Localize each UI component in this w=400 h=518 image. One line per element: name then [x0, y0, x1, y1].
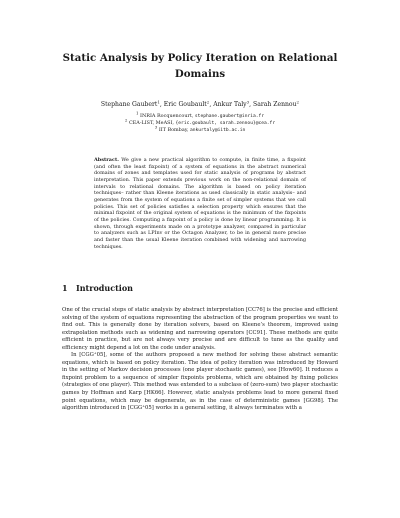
- section-heading: [62, 283, 342, 293]
- abstract: [94, 157, 306, 250]
- author-list: [40, 101, 360, 109]
- section-title: Introduction: [76, 283, 133, 293]
- author: Sarah Zennou$^2$: [253, 99, 300, 108]
- affiliation-email: ankurtaly@iitb.ac.in: [189, 128, 246, 133]
- abstract-label: Abstract.: [94, 157, 119, 163]
- author: Eric Goubault$^2$,: [163, 99, 214, 108]
- section-number: 1: [62, 283, 68, 293]
- author: Ankur Taly$^3$,: [213, 99, 254, 108]
- abstract-text: We give a new practical algorithm to compute, in finite time, a fixpoint (and often the least fixpoint) of a system of equations in the abstract numerical domains of zones and templates used for static analysis of programs by abstract interpretation. This paper extends previous work on the non-relational domain of intervals to relational domains. The algorithm is based on policy iteration techniques– rather than Kleene iterations as used classically in static analysis– and generates from the system of equations a finite set of simpler systems that we call policies. This set of policies satisfies a selection property which ensures that the minimal fixpoint of the original system of equations is the minimum of the fixpoints of the policies. Computing a fixpoint of a policy is done by linear programming. It is shown, through experiments made on a prototype analyzer, compared in particular to analyzers such as LPInv or the Octagon Analyzer, to be in general more precise and faster than the usual Kleene iteration combined with widening and narrowing techniques.: [94, 157, 306, 250]
- body-text: [62, 307, 338, 413]
- paper-title: Static Analysis by Policy Iteration on Relational Domains: [62, 52, 338, 80]
- paragraph: In [CGG⁺05], some of the authors proposed a new method for solving these abstract semantic equations, which is based on policy iteration. The idea of policy iteration was introduced by Howard in the setting of Markov decision processes (one player stochastic games), see [How60]. It reduces a fixpoint problem to a sequence of simpler fixpoints problems, which are obtained by fixing policies (strategies of one player). This method was extended to a subclass of (zero-sum) two player stochastic games by Hoffman and Karp [HK66]. However, static analysis problems lead to more general fixed point equations, which may be degenerate, as in the case of deterministic games [GG98]. The algorithm introduced in [CGG⁺05] works in a general setting, it always terminates with a: [62, 352, 338, 412]
- paragraph: One of the crucial steps of static analysis by abstract interpretation [CC76] is the precise and efficient solving of the system of equations representing the abstraction of the program properties we want to find out. This is generally done by iteration solvers, based on Kleene’s theorem, improved using extrapolation methods such as widening and narrowing operators [CC91]. These methods are quite efficient in practice, but are not always very precise and are difficult to tune as the quality and efficiency might depend a lot on the code under analysis.: [62, 307, 338, 351]
- affiliation: $^1$ INRIA Rocquencourt, stephane.gaubert@inria.fr: [135, 110, 265, 119]
- affiliation-email: stephane.gaubert@inria.fr: [194, 114, 265, 119]
- author: Stephane Gaubert$^1$,: [100, 99, 164, 108]
- affiliation: $^2$ CEA-LIST, MeASI, {eric.goubault, sarah.zennou}@cea.fr: [124, 117, 276, 126]
- affiliation-email: {eric.goubault, sarah.zennou}@cea.fr: [175, 121, 276, 126]
- affiliation: $^3$ IIT Bombay, ankurtaly@iitb.ac.in: [154, 124, 246, 133]
